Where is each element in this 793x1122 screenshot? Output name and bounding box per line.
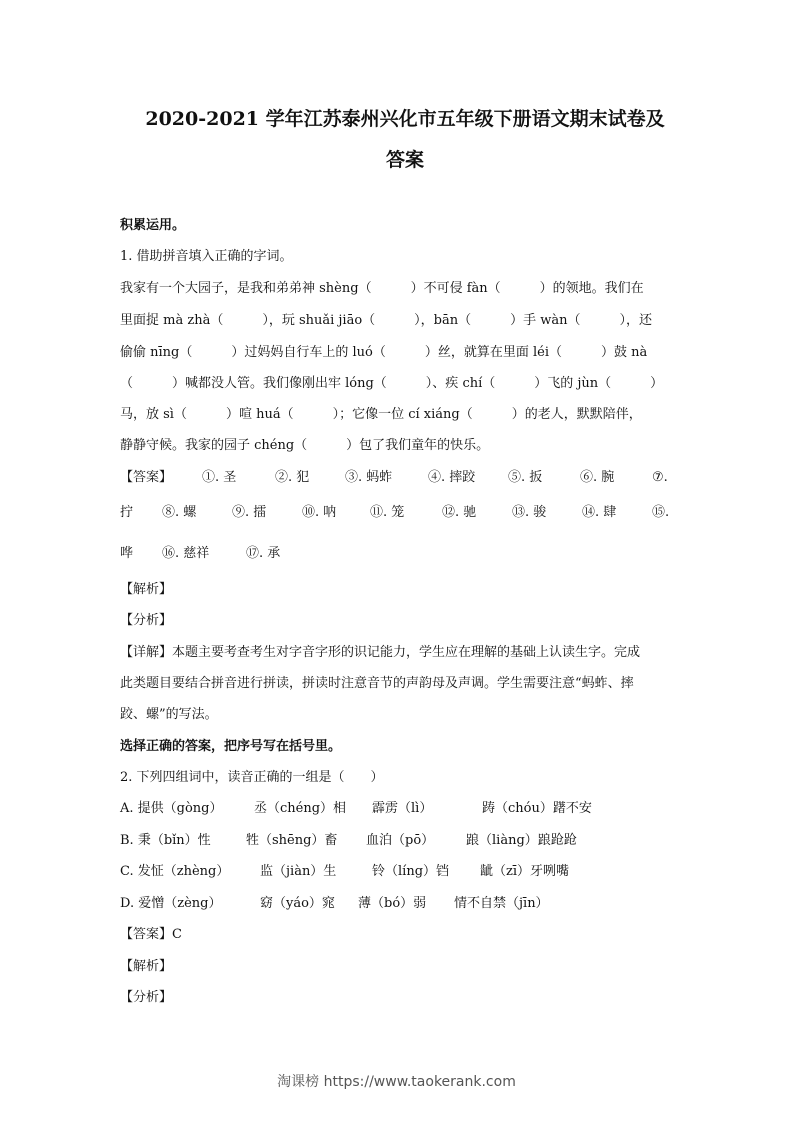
title-line-2: 答案 bbox=[385, 149, 424, 171]
q1-detail-line-1: 【详解】本题主要考查考生对字音字形的识记能力，学生应在理解的基础上认读生字。完成 bbox=[120, 645, 641, 660]
title-line-1: 2020-2021 学年江苏泰州兴化市五年级下册语文期末试卷及 bbox=[145, 108, 665, 130]
option-word: 霹雳（lì） bbox=[372, 801, 433, 816]
option-word: 牲（shēng）畜 bbox=[246, 833, 338, 848]
answer-item: ⑤. 扳 bbox=[508, 470, 543, 485]
option-word: 血泊（pō） bbox=[366, 833, 435, 848]
answer-item: ⑩. 呐 bbox=[302, 505, 337, 520]
footer-watermark: 淘课榜 https://www.taokerank.com bbox=[277, 1074, 516, 1090]
question-2-prompt: 2. 下列四组词中，读音正确的一组是（ ） bbox=[120, 770, 384, 785]
option-word: 铃（líng）铛 bbox=[372, 864, 450, 879]
answer-item: ⑮. bbox=[652, 505, 670, 520]
q1-answer-row-1 bbox=[120, 468, 680, 488]
option-word: 踌（chóu）躇不安 bbox=[482, 801, 592, 816]
answer-item: ⑦. bbox=[652, 470, 668, 485]
answer-item: 拧 bbox=[120, 505, 134, 520]
q1-answer-row-2 bbox=[120, 503, 680, 523]
answer-item: ⑰. 承 bbox=[246, 546, 281, 561]
answer-item: ⑯. 慈祥 bbox=[162, 546, 210, 561]
option-word: 龇（zī）牙咧嘴 bbox=[480, 864, 570, 879]
answer-item: ②. 犯 bbox=[275, 470, 310, 485]
section-heading-accumulate: 积累运用。 bbox=[120, 218, 186, 233]
option-word: 监（jiàn）生 bbox=[260, 864, 337, 879]
q1-answer-row-3 bbox=[120, 544, 680, 564]
q1-passage-line-5: 马，放 sì（ ）喧 huá（ ）；它像一位 cí xiáng（ ）的老人，默默陪伴， bbox=[120, 407, 642, 422]
q1-jiexi-label: 【解析】 bbox=[120, 582, 173, 597]
option-word: A. 提供（gòng） bbox=[120, 801, 223, 816]
q1-fenxi-label: 【分析】 bbox=[120, 613, 173, 628]
answer-item: ⑪. 笼 bbox=[370, 505, 405, 520]
answer-item: ⑨. 擂 bbox=[232, 505, 267, 520]
q1-passage-line-1: 我家有一个大园子，是我和弟弟神 shèng（ ）不可侵 fàn（ ）的领地。我们在 bbox=[120, 281, 644, 296]
answer-item: ⑭. 肆 bbox=[582, 505, 617, 520]
q2-option-a bbox=[120, 799, 680, 819]
answer-item: ①. 圣 bbox=[202, 470, 237, 485]
answer-label: 【答案】 bbox=[120, 470, 173, 485]
answer-item: ⑧. 螺 bbox=[162, 505, 197, 520]
q2-option-d bbox=[120, 894, 680, 914]
option-word: C. 发怔（zhèng） bbox=[120, 864, 230, 879]
option-word: 踉（liàng）踉跄跄 bbox=[466, 833, 577, 848]
q1-passage-line-2: 里面捉 mà zhà（ ），玩 shuǎi jiāo（ ），bān（ ）手 wàn（ ），还 bbox=[120, 313, 652, 328]
option-word: 情不自禁（jīn） bbox=[454, 896, 549, 911]
option-word: 窈（yáo）窕 bbox=[260, 896, 335, 911]
section-heading-choice: 选择正确的答案，把序号写在括号里。 bbox=[120, 739, 342, 754]
q1-passage-line-6: 静静守候。我家的园子 chéng（ ）包了我们童年的快乐。 bbox=[120, 438, 490, 453]
answer-item: 哗 bbox=[120, 546, 134, 561]
question-1-prompt: 1. 借助拼音填入正确的字词。 bbox=[120, 249, 293, 264]
document-title bbox=[110, 99, 700, 181]
q1-passage-line-3: 偷偷 nīng（ ）过妈妈自行车上的 luó（ ）丝，就算在里面 léi（ ）鼓 nà bbox=[120, 345, 648, 360]
option-word: 薄（bó）弱 bbox=[358, 896, 427, 911]
answer-item: ⑥. 腕 bbox=[580, 470, 615, 485]
q1-detail-line-3: 跤、螺”的写法。 bbox=[120, 707, 218, 722]
option-word: B. 秉（bǐn）性 bbox=[120, 833, 211, 848]
q2-jiexi-label: 【解析】 bbox=[120, 959, 173, 974]
q2-fenxi-label: 【分析】 bbox=[120, 990, 173, 1005]
q1-detail-line-2: 此类题目要结合拼音进行拼读，拼读时注意音节的声韵母及声调。学生需要注意“蚂蚱、摔 bbox=[120, 676, 634, 691]
option-word: 丞（chéng）相 bbox=[254, 801, 347, 816]
q2-answer: 【答案】C bbox=[120, 927, 182, 942]
answer-item: ⑫. 驰 bbox=[442, 505, 477, 520]
q1-passage-line-4: （ ）喊都没人管。我们像刚出牢 lóng（ ）、疾 chí（ ）飞的 jùn（ ） bbox=[120, 376, 664, 391]
option-word: D. 爱憎（zèng） bbox=[120, 896, 222, 911]
answer-item: ③. 蚂蚱 bbox=[345, 470, 393, 485]
q2-option-b bbox=[120, 831, 680, 851]
q2-option-c bbox=[120, 862, 680, 882]
answer-item: ④. 摔跤 bbox=[428, 470, 476, 485]
answer-item: ⑬. 骏 bbox=[512, 505, 547, 520]
